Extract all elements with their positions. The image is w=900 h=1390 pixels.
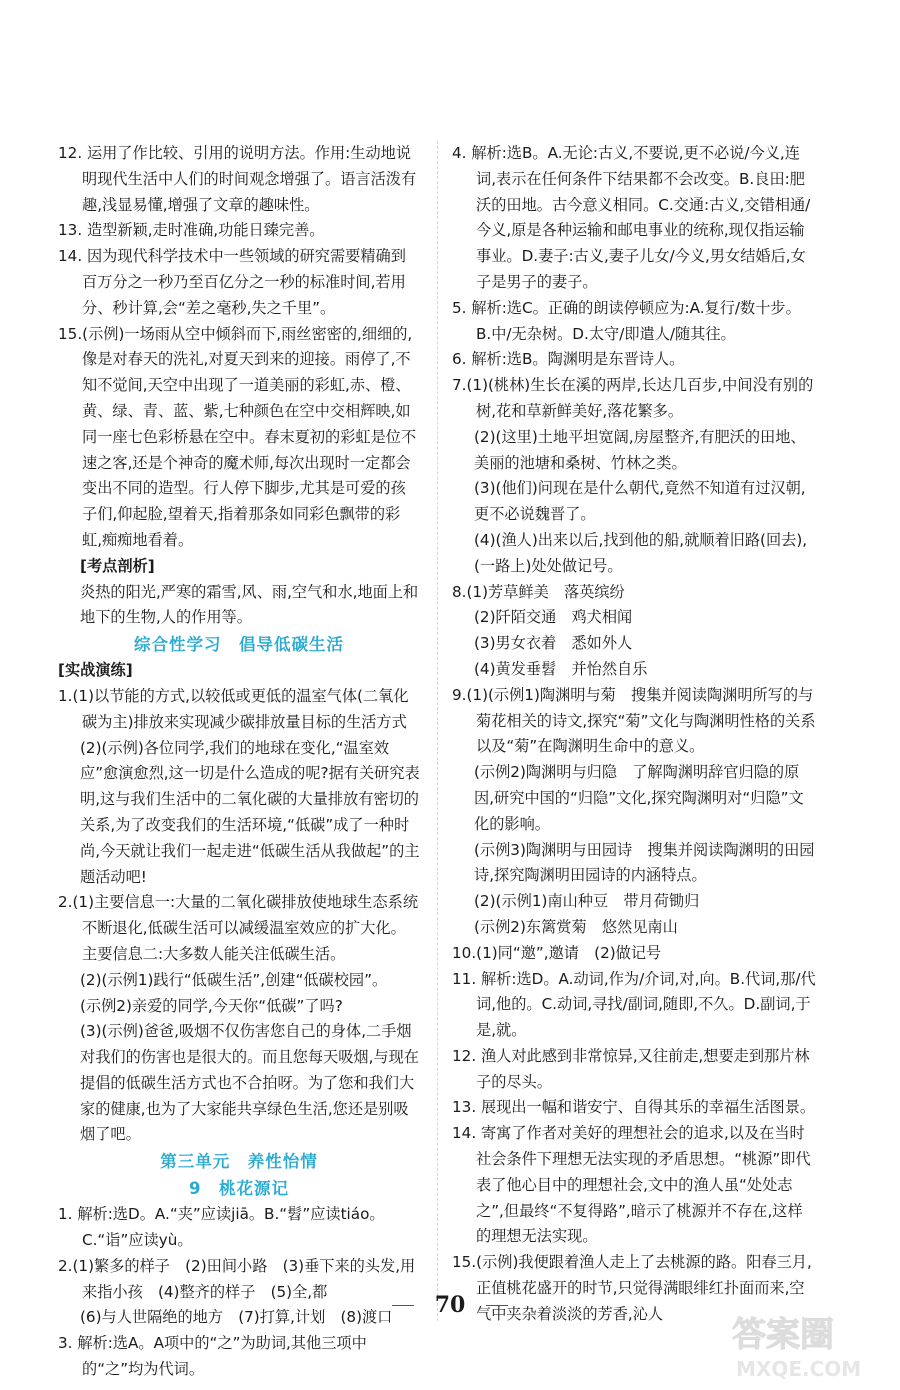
lesson-answer-14: 14. 寄寓了作者对美好的理想社会的追求,以及在当时社会条件下理想无法实现的矛盾思想。“桃源”即代表了他心目中的理想社会,文中的渔人虽“处处志之”,但最终“不复得路”,暗示了桃源并不存在,这样的理想无法实现。 xyxy=(452,1124,811,1246)
lesson-answer-2: 2.(1)繁多的样子 (2)田间小路 (3)垂下来的头发,用来指小孩 (4)整齐的样子 (5)全,都 xyxy=(58,1256,416,1301)
lesson-answer-8-3: (3)男女衣着 悉如外人 xyxy=(474,634,633,653)
lesson-heading: 9 桃花源记 xyxy=(189,1179,289,1199)
right-column xyxy=(452,141,816,1328)
answer-15: 15.(示例)一场雨从空中倾斜而下,雨丝密密的,细细的,像是对春天的洗礼,对夏天到来的迎接。雨停了,不知不觉间,天空中出现了一道美丽的彩虹,赤、橙、黄、绿、青、蓝、紫,七种颜色在空中交相辉映,如同一座七色彩桥悬在空中。春末夏初的彩虹是位不速之客,还是个神奇的魔术师,每次出现时一定都会变出不同的造型。行人停下脚步,尤其是可爱的孩子们,仰起脸,望着天,指着那条如同彩色飘带的彩虹,痴痴地看着。 xyxy=(58,324,417,549)
lesson-answer-11: 11. 解析:选D。A.动词,作为/介词,对,向。B.代词,那/代词,他的。C.动词,寻找/副词,随即,不久。D.副词,于是,就。 xyxy=(452,969,816,1040)
watermark-main-text: 答案圈 xyxy=(732,1315,834,1355)
practice-2-3: (示例2)亲爱的同学,今天你“低碳”了吗? xyxy=(80,996,343,1015)
practice-2-2: (2)(示例1)践行“低碳生活”,创建“低碳校园”。 xyxy=(80,970,388,989)
footer-dash-left xyxy=(392,1305,414,1306)
lesson-answer-8-1: 8.(1)芳草鲜美 落英缤纷 xyxy=(452,582,625,601)
lesson-answer-9-5: (示例2)东篱赏菊 悠然见南山 xyxy=(474,917,678,936)
lesson-answer-9-1: 9.(1)(示例1)陶渊明与菊 搜集并阅读陶渊明所写的与菊花相关的诗文,探究“菊”文化与陶渊明性格的关系以及“菊”在陶渊明生命中的意义。 xyxy=(452,685,816,756)
practice-2-4: (3)(示例)爸爸,吸烟不仅伤害您自己的身体,二手烟对我们的伤害也是很大的。而且您每天吸烟,与现在提倡的低碳生活方式也不合拍呀。为了您和我们大家的健康,也为了大家能共享绿色生活,您还是别吸烟了吧。 xyxy=(80,1022,419,1144)
footer-dash-right xyxy=(486,1305,508,1306)
practice-1-2: (2)(示例)各位同学,我们的地球在变化,“温室效应”愈演愈烈,这一切是什么造成的呢?据有关研究表明,这与我们生活中的二氧化碳的大量排放有密切的关系,为了改变我们的生活环境,“低碳”成了一种时尚,今天就让我们一起走进“低碳生活从我做起”的主题活动吧! xyxy=(80,738,420,886)
answer-13: 13. 造型新颖,走时准确,功能日臻完善。 xyxy=(58,221,325,240)
lesson-answer-1: 1. 解析:选D。A.“夹”应读jiā。B.“髫”应读tiáo。C.“诣”应读yù。 xyxy=(58,1205,385,1250)
lesson-answer-15: 15.(示例)我便跟着渔人走上了去桃源的路。阳春三月,正值桃花盛开的时节,只觉得满眼绯红扑面而来,空气中夹杂着淡淡的芳香,沁人 xyxy=(452,1253,812,1323)
practice-2-1: 2.(1)主要信息一:大量的二氧化碳排放使地球生态系统不断退化,低碳生活可以减缓温室效应的扩大化。 主要信息二:大多数人能关注低碳生活。 xyxy=(58,893,419,963)
column-divider xyxy=(437,141,438,1321)
lesson-answer-8-2: (2)阡陌交通 鸡犬相闻 xyxy=(474,608,633,627)
lesson-answer-9-3: (示例3)陶渊明与田园诗 搜集并阅读陶渊明的田园诗,探究陶渊明田园诗的内涵特点。 xyxy=(474,840,815,885)
left-column xyxy=(58,141,420,1383)
lesson-answer-5: 5. 解析:选C。正确的朗读停顿应为:A.复行/数十步。B.中/无杂树。D.太守/即遣人/随其往。 xyxy=(452,298,801,343)
page-number: 70 xyxy=(434,1292,466,1318)
lesson-answer-8-4: (4)黄发垂髫 并怡然自乐 xyxy=(474,659,648,678)
kaodian-label: [考点剖析] xyxy=(80,556,155,575)
practice-1-1: 1.(1)以节能的方式,以较低或更低的温室气体(二氧化碳为主)排放来实现减少碳排放量目标的生活方式 xyxy=(58,686,409,731)
lesson-answer-13: 13. 展现出一幅和谐安宁、自得其乐的幸福生活图景。 xyxy=(452,1098,816,1117)
answer-14: 14. 因为现代科学技术中一些领域的研究需要精确到百万分之一秒乃至百亿分之一秒的标准时间,若用分、秒计算,会“差之毫秒,失之千里”。 xyxy=(58,247,406,317)
lesson-answer-10: 10.(1)同“邀”,邀请 (2)做记号 xyxy=(452,943,662,962)
kaodian-text: 炎热的阳光,严寒的霜雪,风、雨,空气和水,地面上和地下的生物,人的作用等。 xyxy=(80,582,419,627)
lesson-answer-6: 6. 解析:选B。陶渊明是东晋诗人。 xyxy=(452,350,685,369)
lesson-answer-7-4: (4)(渔人)出来以后,找到他的船,就顺着旧路(回去),(一路上)处处做记号。 xyxy=(474,530,808,575)
lesson-answer-4: 4. 解析:选B。A.无论:古义,不要说,更不必说/今义,连词,表示在任何条件下结果都不会改变。B.良田:肥沃的田地。古今意义相同。C.交通:古义,交错相通/今义,原是各种运输和邮电事业的统称,现仅指运输事业。D.妻子:古义,妻子儿女/今义,男女结婚后,女子是男子的妻子。 xyxy=(452,144,811,291)
unit-heading: 第三单元 养性怡情 xyxy=(160,1152,318,1172)
shizhan-label: [实战演练] xyxy=(58,661,133,680)
lesson-answer-7-3: (3)(他们)问现在是什么朝代,竟然不知道有过汉朝,更不必说魏晋了。 xyxy=(474,479,806,524)
lesson-answer-7-2: (2)(这里)土地平坦宽阔,房屋整齐,有肥沃的田地、美丽的池塘和桑树、竹林之类。 xyxy=(474,427,806,472)
watermark-logo xyxy=(722,1306,892,1384)
watermark-url-text: MXQE.COM xyxy=(736,1357,862,1381)
lesson-answer-9-2: (示例2)陶渊明与归隐 了解陶渊明辞官归隐的原因,研究中国的“归隐”文化,探究陶渊明对“归隐”文化的影响。 xyxy=(474,763,804,833)
lesson-answer-3: 3. 解析:选A。A项中的“之”为助词,其他三项中的“之”均为代词。 xyxy=(58,1334,367,1379)
answer-12: 12. 运用了作比较、引用的说明方法。作用:生动地说明现代生活中人们的时间观念增强了。语言活泼有趣,浅显易懂,增强了文章的趣味性。 xyxy=(58,144,417,214)
section-heading-lowcarbon: 综合性学习 倡导低碳生活 xyxy=(134,635,344,655)
lesson-answer-7-1: 7.(1)(桃林)生长在溪的两岸,长达几百步,中间没有别的树,花和草新鲜美好,落花繁多。 xyxy=(452,376,814,420)
lesson-answer-2b: (6)与人世隔绝的地方 (7)打算,计划 (8)渡口 xyxy=(80,1308,393,1327)
lesson-answer-12: 12. 渔人对此感到非常惊异,又往前走,想要走到那片林子的尽头。 xyxy=(452,1046,810,1091)
lesson-answer-9-4: (2)(示例1)南山种豆 带月荷锄归 xyxy=(474,892,700,911)
